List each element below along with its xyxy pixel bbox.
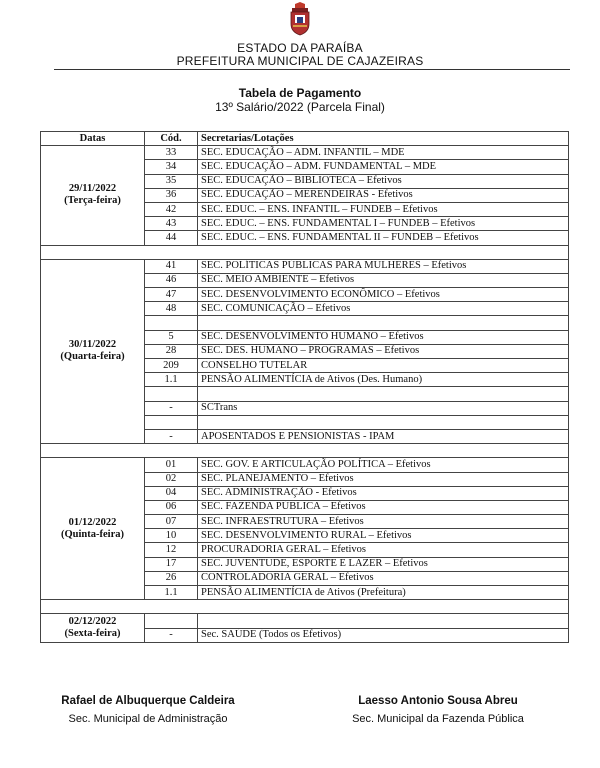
code-cell: 35 <box>145 174 198 188</box>
department-cell: SEC. EDUCAÇÃO – ADM. INFANTIL – MDE <box>198 146 569 160</box>
code-cell <box>145 614 198 628</box>
code-cell: 41 <box>145 259 198 273</box>
code-cell: - <box>145 401 198 415</box>
payment-date-cell <box>41 259 145 443</box>
code-cell: 47 <box>145 288 198 302</box>
payment-weekday: (Sexta-feira) <box>64 628 121 640</box>
department-cell: PROCURADORIA GERAL – Efetivos <box>198 543 569 557</box>
code-cell: 5 <box>145 330 198 344</box>
code-cell: 02 <box>145 472 198 486</box>
code-cell: 209 <box>145 359 198 373</box>
payment-weekday: (Terça-feira) <box>64 195 121 207</box>
code-cell: 1.1 <box>145 373 198 387</box>
table-body <box>41 146 569 643</box>
document-subtitle: 13º Salário/2022 (Parcela Final) <box>215 100 385 114</box>
header-divider <box>54 69 570 70</box>
table-row <box>41 614 569 628</box>
department-cell <box>198 387 569 401</box>
payment-weekday: (Quarta-feira) <box>60 351 125 363</box>
group-separator <box>41 444 569 458</box>
code-cell: 12 <box>145 543 198 557</box>
department-cell <box>198 316 569 330</box>
department-cell: SEC. DESENVOLVIMENTO ECONÔMICO – Efetivos <box>198 288 569 302</box>
department-cell: SEC. PLANEJAMENTO – Efetivos <box>198 472 569 486</box>
signature-block <box>338 695 538 725</box>
code-cell: 42 <box>145 202 198 216</box>
department-cell: SEC. DES. HUMANO – PROGRAMAS – Efetivos <box>198 344 569 358</box>
code-cell: 07 <box>145 515 198 529</box>
column-header-departments: Secretarias/Lotações <box>198 132 569 146</box>
code-cell: 17 <box>145 557 198 571</box>
code-cell: 01 <box>145 458 198 472</box>
department-cell: PENSÃO ALIMENTÍCIA de Ativos (Prefeitura) <box>198 586 569 600</box>
document-title: Tabela de Pagamento <box>238 86 362 100</box>
code-cell: 06 <box>145 500 198 514</box>
department-cell: SEC. DESENVOLVIMENTO RURAL – Efetivos <box>198 529 569 543</box>
table-row <box>41 146 569 160</box>
department-cell: SEC. FAZENDA PÚBLICA – Efetivos <box>198 500 569 514</box>
group-separator <box>41 245 569 259</box>
code-cell: 44 <box>145 231 198 245</box>
department-cell: PENSÃO ALIMENTÍCIA de Ativos (Des. Humano) <box>198 373 569 387</box>
department-cell: SCTrans <box>198 401 569 415</box>
department-cell: SEC. DESENVOLVIMENTO HUMANO – Efetivos <box>198 330 569 344</box>
department-cell <box>198 614 569 628</box>
table-header-row <box>41 132 569 146</box>
department-cell: APOSENTADOS E PENSIONISTAS - IPAM <box>198 429 569 443</box>
column-header-code: Cód. <box>145 132 198 146</box>
payment-date: 01/12/2022 <box>68 516 117 528</box>
department-cell: SEC. ADMINISTRAÇÃO - Efetivos <box>198 486 569 500</box>
department-cell: Sec. SAÚDE (Todos os Efetivos) <box>198 628 569 642</box>
payment-date-cell <box>41 458 145 600</box>
payment-weekday: (Quinta-feira) <box>61 528 124 540</box>
code-cell: 1.1 <box>145 586 198 600</box>
department-cell: SEC. EDUC. – ENS. FUNDAMENTAL II – FUNDEB – Efetivos <box>198 231 569 245</box>
department-cell: SEC. JUVENTUDE, ESPORTE E LAZER – Efetivos <box>198 557 569 571</box>
code-cell <box>145 387 198 401</box>
department-cell <box>198 415 569 429</box>
signatory-role: Sec. Municipal da Fazenda Pública <box>352 713 524 725</box>
payment-date: 30/11/2022 <box>68 339 117 351</box>
code-cell: - <box>145 628 198 642</box>
payment-table <box>40 131 569 643</box>
code-cell: 36 <box>145 188 198 202</box>
code-cell: 04 <box>145 486 198 500</box>
department-cell: SEC. EDUCAÇÃO – MERENDEIRAS - Efetivos <box>198 188 569 202</box>
signatory-name: Rafael de Albuquerque Caldeira <box>61 695 235 707</box>
department-cell: CONTROLADORIA GERAL – Efetivos <box>198 571 569 585</box>
separator-cell <box>41 245 569 259</box>
separator-cell <box>41 444 569 458</box>
signatory-name: Laesso Antonio Sousa Abreu <box>358 695 518 707</box>
code-cell: 28 <box>145 344 198 358</box>
municipality-name: PREFEITURA MUNICIPAL DE CAJAZEIRAS <box>176 54 424 68</box>
department-cell: SEC. COMUNICAÇÃO – Efetivos <box>198 302 569 316</box>
group-separator <box>41 600 569 614</box>
signature-block <box>48 695 248 725</box>
department-cell: SEC. POLÍTICAS PÚBLICAS PARA MULHERES – Efetivos <box>198 259 569 273</box>
code-cell: 33 <box>145 146 198 160</box>
coat-of-arms-icon <box>289 2 311 36</box>
code-cell: 10 <box>145 529 198 543</box>
code-cell <box>145 415 198 429</box>
department-cell: SEC. MEIO AMBIENTE – Efetivos <box>198 273 569 287</box>
payment-date: 02/12/2022 <box>68 616 117 628</box>
code-cell: 46 <box>145 273 198 287</box>
department-cell: SEC. EDUC. – ENS. FUNDAMENTAL I – FUNDEB – Efetivos <box>198 217 569 231</box>
separator-cell <box>41 600 569 614</box>
department-cell: CONSELHO TUTELAR <box>198 359 569 373</box>
department-cell: SEC. EDUCAÇÃO – ADM. FUNDAMENTAL – MDE <box>198 160 569 174</box>
code-cell <box>145 316 198 330</box>
department-cell: SEC. INFRAESTRUTURA – Efetivos <box>198 515 569 529</box>
department-cell: SEC. EDUC. – ENS. INFANTIL – FUNDEB – Efetivos <box>198 202 569 216</box>
state-name: ESTADO DA PARAÍBA <box>237 41 363 55</box>
column-header-dates: Datas <box>41 132 145 146</box>
code-cell: - <box>145 429 198 443</box>
code-cell: 26 <box>145 571 198 585</box>
code-cell: 43 <box>145 217 198 231</box>
payment-date-cell <box>41 614 145 642</box>
code-cell: 34 <box>145 160 198 174</box>
table-row <box>41 458 569 472</box>
table-row <box>41 259 569 273</box>
payment-date: 29/11/2022 <box>68 183 117 195</box>
department-cell: SEC. GOV. E ARTICULAÇÃO POLÍTICA – Efetivos <box>198 458 569 472</box>
department-cell: SEC. EDUCAÇÃO – BIBLIOTECA – Efetivos <box>198 174 569 188</box>
signatory-role: Sec. Municipal de Administração <box>68 713 228 725</box>
code-cell: 48 <box>145 302 198 316</box>
payment-date-cell <box>41 146 145 245</box>
